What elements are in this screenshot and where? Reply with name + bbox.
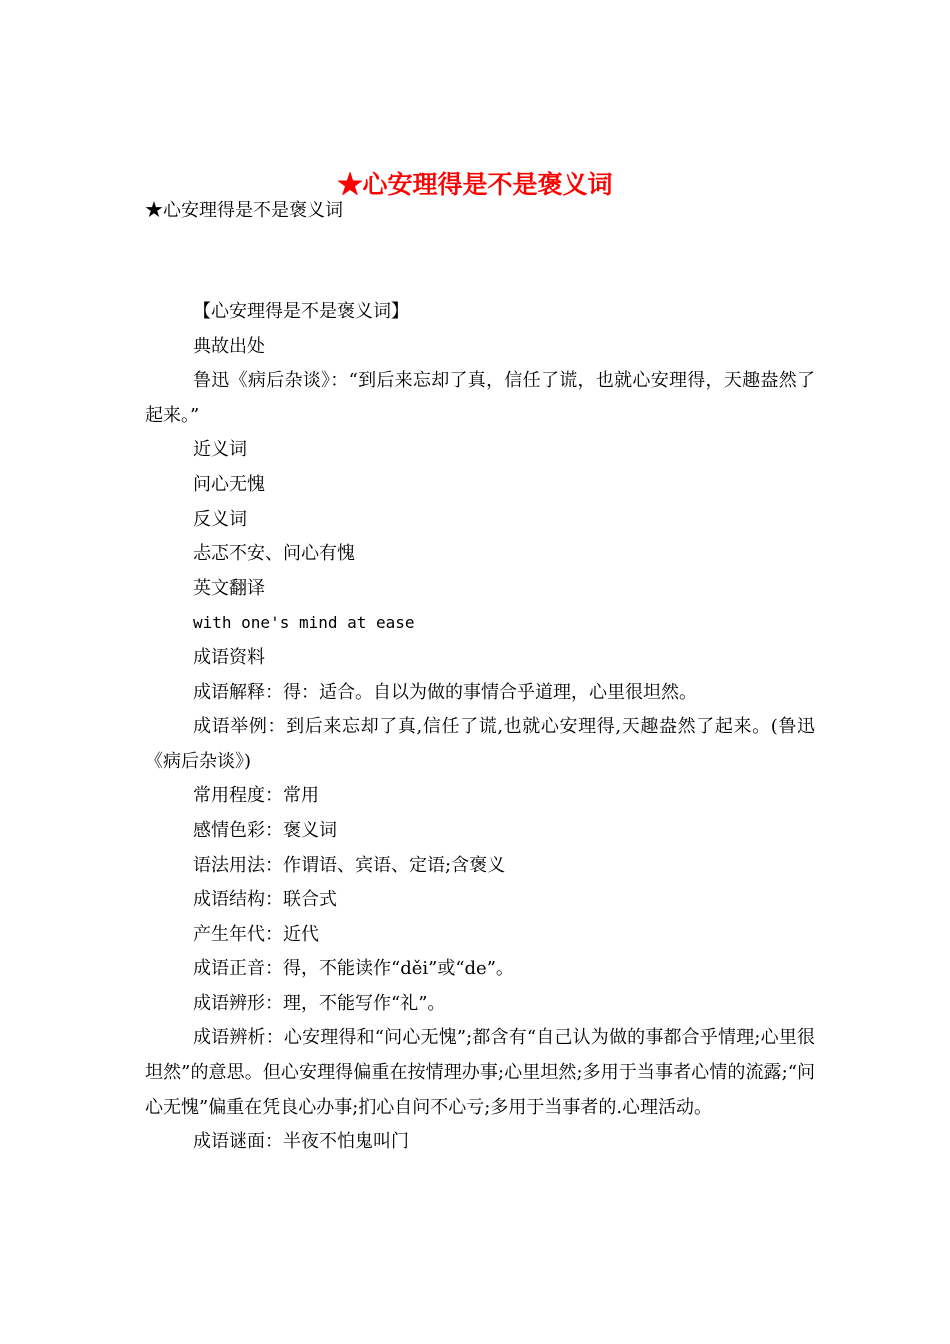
- paragraph-example: 成语举例：到后来忘却了真,信任了谎,也就心安理得,天趣盎然了起来。(鲁迅《病后杂谈》): [145, 716, 815, 772]
- paragraph-structure: 成语结构：联合式: [193, 889, 337, 911]
- paragraph-era: 产生年代：近代: [193, 923, 319, 945]
- paragraph-antonym-text: 忐忑不安、问心有愧: [193, 543, 355, 565]
- paragraph-distinction: 成语辨析：心安理得和“问心无愧”;都含有“自己认为做的事都合乎情理;心里很坦然”的意思。但心安理得偏重在按情理办事;心里坦然;多用于当事者心情的流露;“问心无愧”偏重在凭良心办事;扪心自问不心亏;多用于当事者的.心理活动。: [145, 1027, 815, 1118]
- section-heading: 【心安理得是不是褒义词】: [193, 301, 409, 322]
- paragraph-info-label: 成语资料: [193, 646, 265, 668]
- document-body: [145, 295, 815, 1160]
- document-title: ★心安理得是不是褒义词: [337, 169, 613, 199]
- paragraph-sentiment: 感情色彩：褒义词: [193, 819, 337, 841]
- paragraph-explanation: 成语解释：得：适合。自以为做的事情合乎道理，心里很坦然。: [193, 681, 697, 703]
- paragraph-english-text: with one's mind at ease: [193, 613, 415, 633]
- paragraph-origin-text: 鲁迅《病后杂谈》：“到后来忘却了真，信任了谎，也就心安理得，天趣盎然了起来。”: [145, 370, 815, 426]
- paragraph-synonym-label: 近义词: [193, 439, 247, 461]
- paragraph-usage-frequency: 常用程度：常用: [193, 785, 319, 807]
- paragraph-english-label: 英文翻译: [193, 577, 265, 599]
- paragraph-form: 成语辨形：理，不能写作“礼”。: [193, 992, 446, 1014]
- paragraph-riddle: 成语谜面：半夜不怕鬼叫门: [193, 1131, 409, 1153]
- paragraph-antonym-label: 反义词: [193, 508, 247, 530]
- document-subtitle: ★心安理得是不是褒义词: [145, 200, 343, 221]
- paragraph-pronunciation: 成语正音：得，不能读作“děi”或“de”。: [193, 958, 514, 980]
- paragraph-synonym-text: 问心无愧: [193, 473, 265, 495]
- paragraph-grammar: 语法用法：作谓语、宾语、定语;含褒义: [193, 854, 506, 876]
- paragraph-origin-label: 典故出处: [193, 335, 265, 357]
